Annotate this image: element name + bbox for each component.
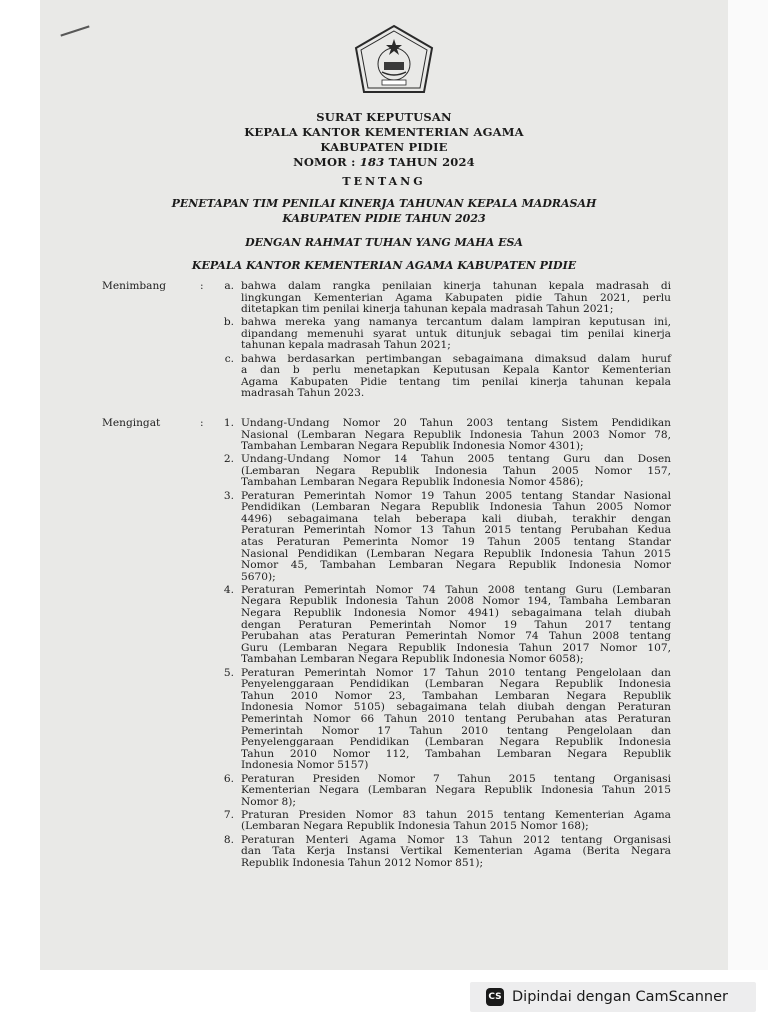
item-text-line: Nasional Pendidikan (Lembaran Negara Republik Indonesia Tahun 2015 — [241, 547, 671, 560]
title-line-kabupaten: KABUPATEN PIDIE — [320, 140, 448, 154]
item-text-line: Tambahan Lembaran Negara Republik Indonesia Nomor 4301); — [241, 440, 584, 453]
item-text-line: Kementerian Negara (Lembaran Negara Republik Indonesia Tahun 2015 — [241, 784, 671, 797]
item-text-line: Nomor 45, Tambahan Lembaran Negara Republik Indonesia Nomor — [241, 559, 671, 572]
item-text-line: dipandang memenuhi syarat untuk ditunjuk sebagai tim penilai kinerja — [241, 327, 671, 340]
item-text-line: Tambahan Lembaran Negara Republik Indonesia Nomor 6058); — [241, 653, 584, 666]
item-marker: 7. — [223, 808, 234, 821]
camscanner-text: Dipindai dengan CamScanner — [512, 989, 729, 1005]
item-text-line: Negara Republik Indonesia Tahun 2008 Nomor 194, Tambaha Lembaran — [241, 595, 671, 608]
item-text-line: madrasah Tahun 2023. — [241, 387, 365, 400]
item-text-line: Praturan Presiden Nomor 83 tahun 2015 tentang Kementerian Agama — [241, 808, 671, 821]
item-marker: a. — [224, 280, 234, 292]
item-text — [241, 317, 671, 352]
document-title-block — [40, 110, 728, 170]
menimbang-label: Menimbang — [102, 280, 167, 292]
nomor-suffix: TAHUN 2024 — [384, 155, 475, 169]
item-text-line: atas Peraturan Pemerinta Nomor 19 Tahun 2005 tentang Standar — [241, 535, 671, 548]
item-text-line: Indonesia Nomor 5157) — [241, 759, 369, 772]
item-text-line: dan Tata Kerja Instansi Vertikal Kementerian Agama (Berita Negara — [241, 845, 671, 858]
item-text — [241, 835, 671, 870]
item-text — [241, 810, 671, 833]
item-text-line: tahunan kepala madrasah Tahun 2021; — [241, 339, 451, 352]
item-text-line: Undang-Undang Nomor 14 Tahun 2005 tentang Guru dan Dosen — [241, 453, 671, 466]
item-text-line: Negara Republik Indonesia Nomor 4941) sebagaimana telah diubah — [241, 607, 671, 620]
mengingat-colon: : — [200, 417, 204, 429]
item-text — [241, 585, 671, 666]
item-text-line: 4496) sebagaimana telah beberapa kali diubah, terakhir dengan — [241, 512, 671, 525]
subject-block — [40, 196, 728, 226]
item-text-line: Pemerintah Nomor 66 Tahun 2010 tentang Perubahan atas Peraturan — [241, 712, 671, 725]
item-text-line: Perubahan atas Peraturan Pemerintah Nomor 74 Tahun 2008 tentang — [241, 630, 671, 643]
rahmat-heading: DENGAN RAHMAT TUHAN YANG MAHA ESA — [245, 236, 523, 249]
item-text-line: Pendidikan (Lembaran Negara Republik Indonesia Tahun 2005 Nomor — [241, 501, 671, 514]
kepala-heading: KEPALA KANTOR KEMENTERIAN AGAMA KABUPATEN PIDIE — [191, 259, 577, 272]
item-text-line: (Lembaran Negara Republik Indonesia Tahun 2015 Nomor 168); — [241, 820, 589, 833]
kemenag-emblem-logo — [352, 24, 436, 100]
item-text-line: dengan Peraturan Pemerintah Nomor 19 Tahun 2017 tentang — [241, 618, 671, 631]
scan-border — [728, 0, 768, 970]
item-text — [241, 418, 671, 453]
item-text-line: bahwa berdasarkan pertimbangan sebagaimana dimaksud dalam huruf — [241, 352, 671, 365]
nomor-value: 183 — [359, 155, 385, 169]
menimbang-colon: : — [200, 280, 204, 292]
item-text-line: 5670); — [241, 570, 276, 583]
mengingat-label: Mengingat — [102, 417, 161, 429]
item-text-line: Tahun 2010 Nomor 112, Tambahan Lembaran Negara Republik — [241, 747, 671, 760]
item-text-line: Guru (Lembaran Negara Republik Indonesia Tahun 2017 Nomor 107, — [241, 641, 671, 654]
item-text-line: Peraturan Pemerintah Nomor 19 Tahun 2005 tentang Standar Nasional — [241, 489, 671, 502]
item-text-line: Tambahan Lembaran Negara Republik Indonesia Nomor 4586); — [241, 476, 584, 489]
item-text-line: Peraturan Menteri Agama Nomor 13 Tahun 2012 tentang Organisasi — [241, 833, 671, 846]
item-text-line: Indonesia Nomor 5105) sebagaimana telah diubah dengan Peraturan — [241, 701, 671, 714]
item-text — [241, 454, 671, 489]
item-marker: b. — [223, 316, 234, 329]
item-text-line: Pemerintah Nomor 17 Tahun 2010 tentang Pengelolaan dan — [241, 724, 671, 737]
item-text — [241, 281, 671, 316]
item-marker: c. — [224, 352, 234, 365]
item-marker: 1. — [223, 417, 234, 429]
item-text-line: Nasional (Lembaran Negara Republik Indonesia Tahun 2003 Nomor 78, — [241, 428, 671, 441]
item-text-line: Peraturan Pemerintah Nomor 13 Tahun 2015 tentang Perubahan Kedua — [241, 524, 671, 537]
item-text-line: Penyelenggaraan Pendidikan (Lembaran Negara Republik Indonesia — [241, 678, 671, 691]
item-text-line: (Lembaran Negara Republik Indonesia Tahun 2005 Nomor 157, — [241, 464, 671, 477]
item-text — [241, 668, 671, 772]
item-marker: 8. — [223, 833, 234, 846]
item-text — [241, 354, 671, 400]
item-marker: 6. — [223, 772, 234, 785]
nomor-line — [40, 155, 728, 170]
item-text-line: Peraturan Presiden Nomor 7 Tahun 2015 tentang Organisasi — [241, 772, 671, 785]
title-line-surat-keputusan: SURAT KEPUTUSAN — [316, 110, 452, 124]
item-text-line: a dan b perlu menetapkan Keputusan Kepala Kantor Kementerian — [241, 364, 671, 377]
nomor-prefix: NOMOR : — [293, 155, 360, 169]
tentang-heading: TENTANG — [342, 175, 426, 188]
item-text-line: bahwa mereka yang namanya tercantum dalam lampiran keputusan ini, — [241, 316, 671, 329]
item-text-line: lingkungan Kementerian Agama Kabupaten pidie Tahun 2021, perlu — [241, 291, 671, 304]
item-marker: 2. — [223, 453, 234, 466]
item-text-line: Republik Indonesia Tahun 2012 Nomor 851); — [241, 856, 484, 869]
title-line-kepala-kantor: KEPALA KANTOR KEMENTERIAN AGAMA — [244, 125, 524, 139]
pen-mark — [60, 25, 89, 36]
camscanner-icon: CS — [486, 988, 504, 1006]
scanned-page — [40, 0, 728, 970]
item-text-line: Tahun 2010 Nomor 23, Tambahan Lembaran Negara Republik — [241, 689, 671, 702]
item-marker: 3. — [223, 489, 234, 502]
item-text-line: ditetapkan tim penilai kinerja tahunan kepala madrasah Tahun 2021; — [241, 303, 614, 316]
item-text-line: Nomor 8); — [241, 795, 296, 808]
camscanner-watermark — [470, 982, 756, 1012]
item-text-line: Agama Kabupaten Pidie tentang tim penilai kinerja tahunan kepala — [241, 375, 671, 388]
subject-line-1: PENETAPAN TIM PENILAI KINERJA TAHUNAN KEPALA MADRASAH — [171, 197, 597, 210]
item-text — [241, 774, 671, 809]
item-text — [241, 491, 671, 584]
item-text-line: bahwa dalam rangka penilaian kinerja tahunan kepala madrasah di — [241, 280, 671, 292]
subject-line-2: KABUPATEN PIDIE TAHUN 2023 — [282, 212, 486, 225]
item-marker: 5. — [223, 666, 234, 679]
item-text-line: Penyelenggaraan Pendidikan (Lembaran Negara Republik Indonesia — [241, 736, 671, 749]
item-text-line: Undang-Undang Nomor 20 Tahun 2003 tentang Sistem Pendidikan — [241, 417, 671, 429]
item-text-line: Peraturan Pemerintah Nomor 74 Tahun 2008 tentang Guru (Lembaran — [241, 583, 671, 596]
item-marker: 4. — [223, 583, 234, 596]
item-text-line: Peraturan Pemerintah Nomor 17 Tahun 2010 tentang Pengelolaan dan — [241, 666, 671, 679]
